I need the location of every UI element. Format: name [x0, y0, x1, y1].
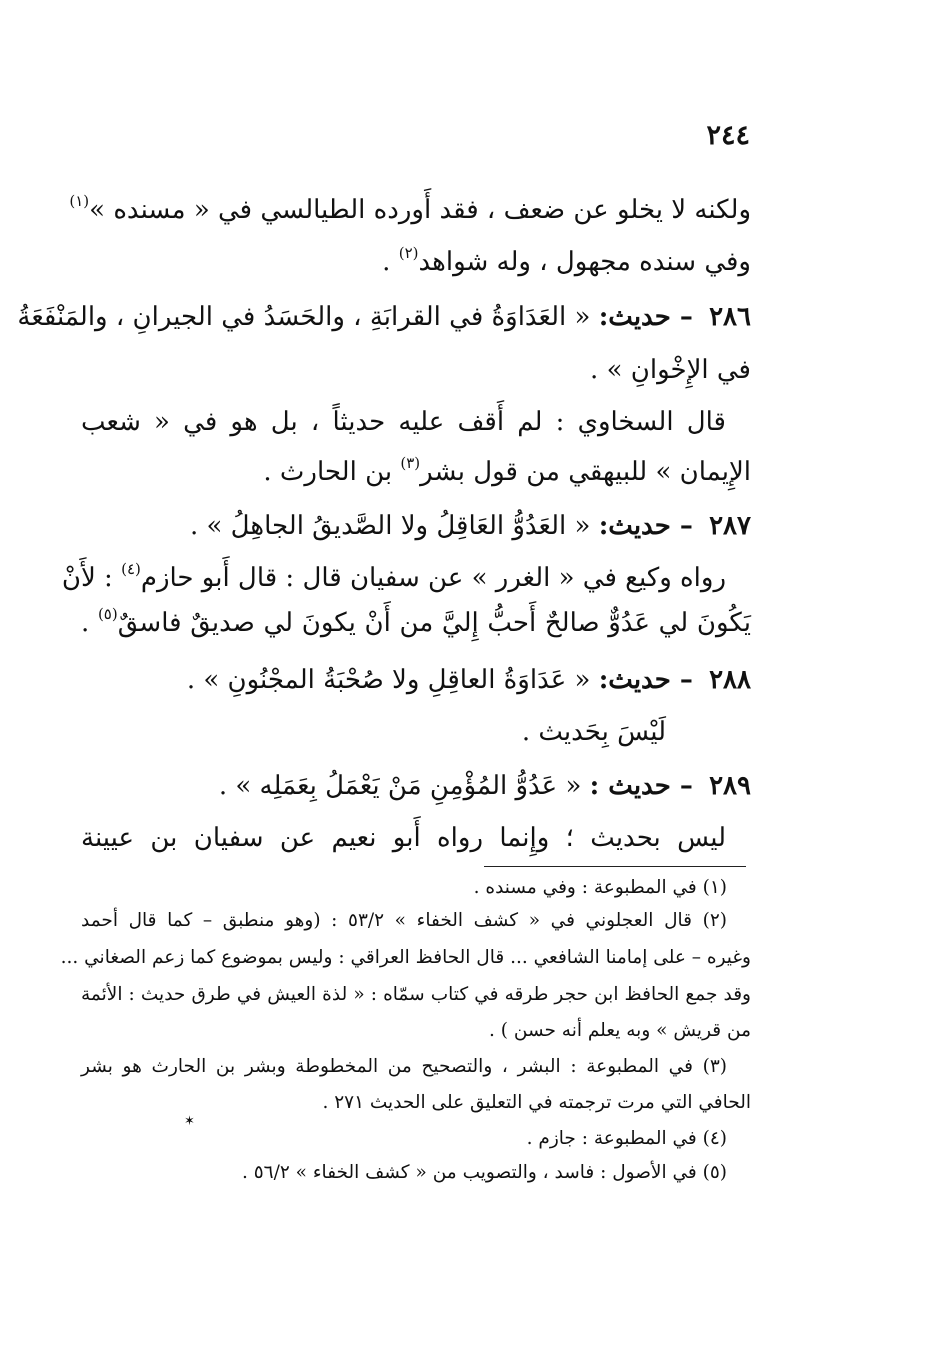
- hadith-label: – حديث:: [598, 511, 693, 541]
- body-line: [81, 402, 726, 442]
- body-text: رواه وكيع في « الغرر » عن سفيان قال : قال أَبو حازم: [140, 563, 726, 593]
- footnote-ref[interactable]: (٥): [97, 605, 118, 623]
- footnote-text: (٢) قال العجلوني في « كشف الخفاء » ٥٣/٢ : (وهو منطبق – كما قال أحمد: [81, 910, 727, 931]
- footnote: [81, 1052, 727, 1082]
- hadith-heading: [81, 660, 751, 700]
- footnote-line: [60, 943, 751, 973]
- footnote: [81, 1124, 727, 1154]
- body-line: [81, 452, 751, 492]
- body-line: [81, 603, 751, 643]
- footnote-line: [81, 1088, 751, 1118]
- footnote-text: (٣) في المطبوعة : البشر ، والتصحيح من المخطوطة وبشر بن الحارث هو بشر: [81, 1056, 727, 1077]
- hadith-text: « عَدُوُّ المُؤْمِنِ مَنْ يَعْمَلُ بِعَمَلِه » .: [218, 771, 582, 801]
- footnote-text: من قريش » وبه يعلم أنه حسن ) .: [489, 1020, 751, 1041]
- body-text: .: [81, 608, 98, 638]
- body-text: : لأَنْ: [61, 563, 122, 593]
- body-line: [81, 350, 751, 390]
- body-line: [81, 818, 726, 858]
- footnote: [81, 906, 727, 936]
- hadith-text: « العَدَاوَةُ في القرابَةِ ، والحَسَدُ في الجيرانِ ، والمَنْفَعَةُ: [17, 302, 591, 332]
- hadith-heading: [81, 766, 751, 806]
- body-line: [81, 242, 751, 282]
- body-line: [69, 190, 751, 230]
- hadith-text: « عَدَاوَةُ العاقِلِ ولا صُحْبَةُ المجْنُونِ » .: [186, 665, 591, 695]
- page-number: ٢٤٤: [706, 120, 750, 151]
- print-mark: ✶: [184, 1114, 195, 1129]
- hadith-text: في الإِخْوانِ » .: [590, 355, 751, 385]
- footnote-ref[interactable]: (٤): [121, 560, 141, 578]
- footnote-ref[interactable]: (٣): [400, 454, 421, 472]
- footnote-text: وغيره – على إمامنا الشافعي ... قال الحافظ العراقي : وليس بموضوع كما زعم الصغاني ...: [60, 947, 751, 968]
- footnote-text: وقد جمع الحافظ ابن حجر طرقه في كتاب سمّاه : « لذة العيش في طرق حديث : الأئمة: [81, 984, 751, 1005]
- body-line: [0, 712, 666, 752]
- hadith-text: « العَدُوُّ العَاقِلُ ولا الصَّديقُ الجاهِلُ » .: [189, 511, 591, 541]
- body-text: وفي سنده مجهول ، وله شواهد: [418, 247, 751, 277]
- footnote-line: [81, 980, 751, 1010]
- body-line: [61, 558, 726, 598]
- footnote-ref[interactable]: (٢): [398, 244, 419, 262]
- body-text: لَيْسَ بِحَديث .: [521, 717, 666, 747]
- body-text: بن الحارث .: [263, 457, 401, 487]
- footnote-text: (٤) في المطبوعة : جازم .: [526, 1128, 727, 1149]
- body-text: .: [382, 247, 399, 277]
- hadith-label: – حديث :: [589, 771, 693, 801]
- footnote-line: [81, 1016, 751, 1046]
- footnote-text: الحافي التي مرت ترجمته في التعليق على الحديث ٢٧١ .: [322, 1092, 751, 1113]
- footnote: [81, 873, 727, 903]
- hadith-heading: [81, 506, 751, 546]
- body-text: قال السخاوي : لم أَقف عليه حديثاً ، بل هو في « شعب: [81, 407, 726, 437]
- body-text: يَكُونَ لي عَدُوٌّ صالحٌ أَحبُّ إِليَّ من أَنْ يكونَ لي صديقٌ فاسقٌ: [117, 608, 752, 638]
- hadith-number: ٢٨٩: [709, 771, 751, 801]
- footnote-text: (٥) في الأصول : فاسد ، والتصويب من « كشف الخفاء » ٥٦/٢ .: [241, 1162, 727, 1183]
- hadith-heading: [17, 297, 751, 337]
- footnote-separator: [484, 866, 746, 867]
- footnote-text: (١) في المطبوعة : وفي مسنده .: [473, 877, 727, 898]
- body-text: ليس بحديث ؛ وإِنما رواه أَبو نعيم عن سفيان بن عيينة: [81, 823, 726, 853]
- footnote-ref[interactable]: (١): [69, 192, 90, 210]
- hadith-number: ٢٨٧: [709, 511, 751, 541]
- hadith-label: – حديث:: [598, 665, 693, 695]
- footnote: [81, 1158, 727, 1188]
- hadith-number: ٢٨٦: [709, 302, 751, 332]
- hadith-label: – حديث:: [598, 302, 693, 332]
- hadith-number: ٢٨٨: [709, 665, 751, 695]
- body-text: الإِيمان » للبيهقي من قول بشر: [420, 457, 751, 487]
- body-text: ولكنه لا يخلو عن ضعف ، فقد أَورده الطيالسي في « مسنده »: [89, 195, 751, 225]
